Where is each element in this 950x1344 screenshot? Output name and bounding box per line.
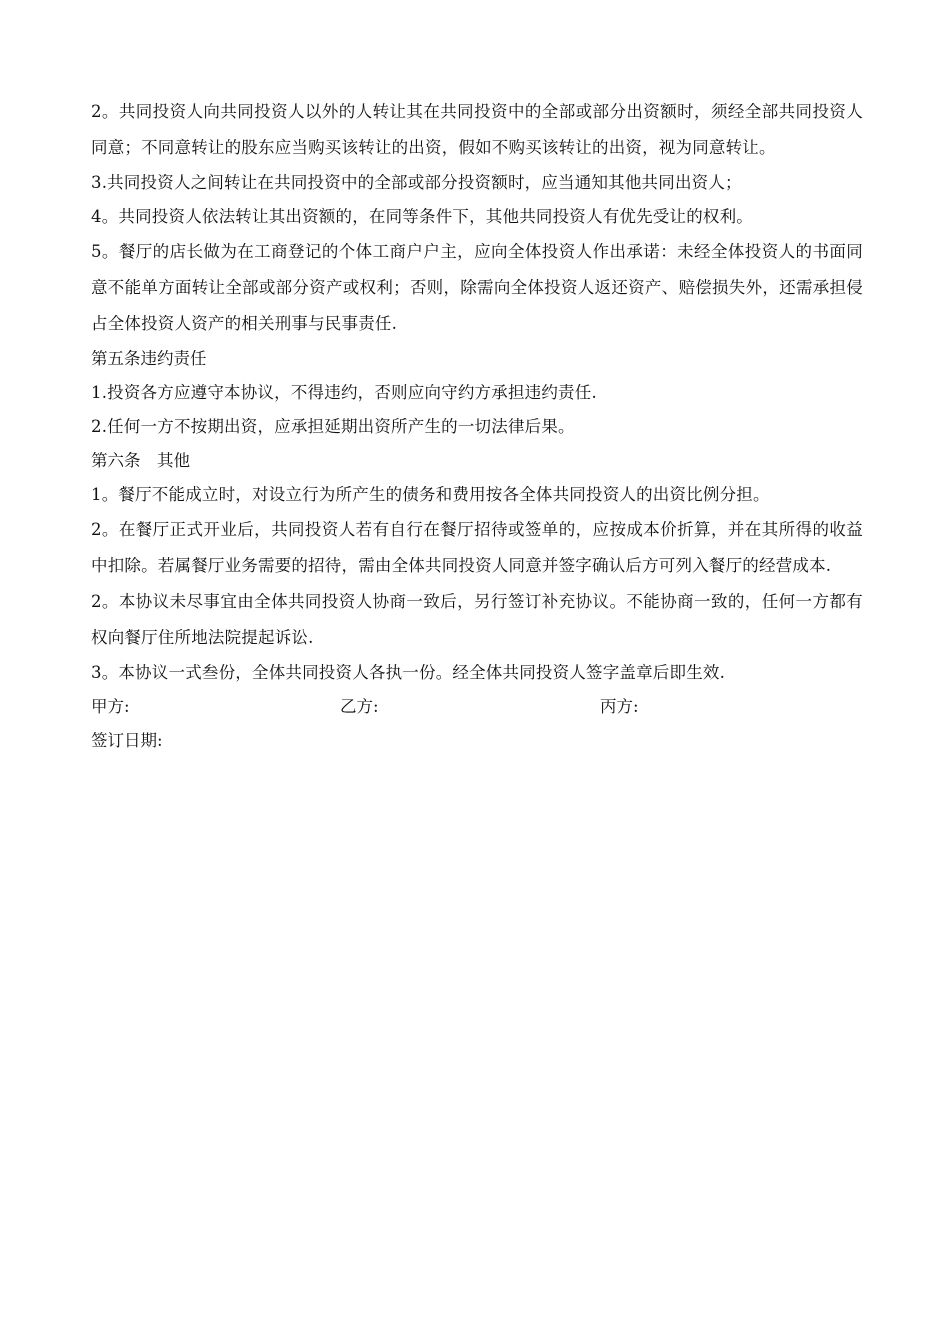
signing-date-label: 签订日期: bbox=[91, 731, 163, 750]
article-6-clause-3: 2。本协议未尽事宜由全体共同投资人协商一致后，另行签订补充协议。不能协商一致的，任何一方都有权向餐厅住所地法院提起诉讼. bbox=[91, 592, 863, 647]
article-5-heading: 第五条违约责任 bbox=[91, 349, 207, 368]
article-5-clause-2: 2.任何一方不按期出资，应承担延期出资所产生的一切法律后果。 bbox=[91, 417, 575, 436]
article-6-clause-1: 1。餐厅不能成立时，对设立行为所产生的债务和费用按各全体共同投资人的出资比例分担。 bbox=[91, 485, 770, 504]
article-5-clause-1: 1.投资各方应遵守本协议，不得违约，否则应向守约方承担违约责任. bbox=[91, 383, 597, 402]
party-c-label: 丙方: bbox=[600, 697, 639, 716]
party-a-label: 甲方: bbox=[91, 697, 130, 716]
transfer-clause-3: 3.共同投资人之间转让在共同投资中的全部或部分投资额时，应当通知其他共同出资人； bbox=[91, 173, 742, 192]
article-6-clause-2: 2。在餐厅正式开业后，共同投资人若有自行在餐厅招待或签单的，应按成本价折算，并在其所得的收益中扣除。若属餐厅业务需要的招待，需由全体共同投资人同意并签字确认后方可列入餐厅的经营成本. bbox=[91, 520, 863, 575]
article-6-clause-4: 3。本协议一式叁份，全体共同投资人各执一份。经全体共同投资人签字盖章后即生效. bbox=[91, 663, 726, 682]
article-6-heading: 第六条 其他 bbox=[91, 451, 190, 470]
transfer-clause-5: 5。餐厅的店长做为在工商登记的个体工商户户主，应向全体投资人作出承诺：未经全体投资人的书面同意不能单方面转让全部或部分资产或权利；否则，除需向全体投资人返还资产、赔偿损失外，还需承担侵占全体投资人资产的相关刑事与民事责任. bbox=[91, 242, 863, 333]
transfer-clause-2: 2。共同投资人向共同投资人以外的人转让其在共同投资中的全部或部分出资额时，须经全部共同投资人同意；不同意转让的股东应当购买该转让的出资，假如不购买该转让的出资，视为同意转让。 bbox=[91, 102, 863, 157]
party-b-label: 乙方: bbox=[340, 697, 379, 716]
transfer-clause-4: 4。共同投资人依法转让其出资额的，在同等条件下，其他共同投资人有优先受让的权利。 bbox=[91, 207, 753, 226]
signature-row bbox=[91, 690, 863, 724]
document-page bbox=[91, 94, 863, 758]
